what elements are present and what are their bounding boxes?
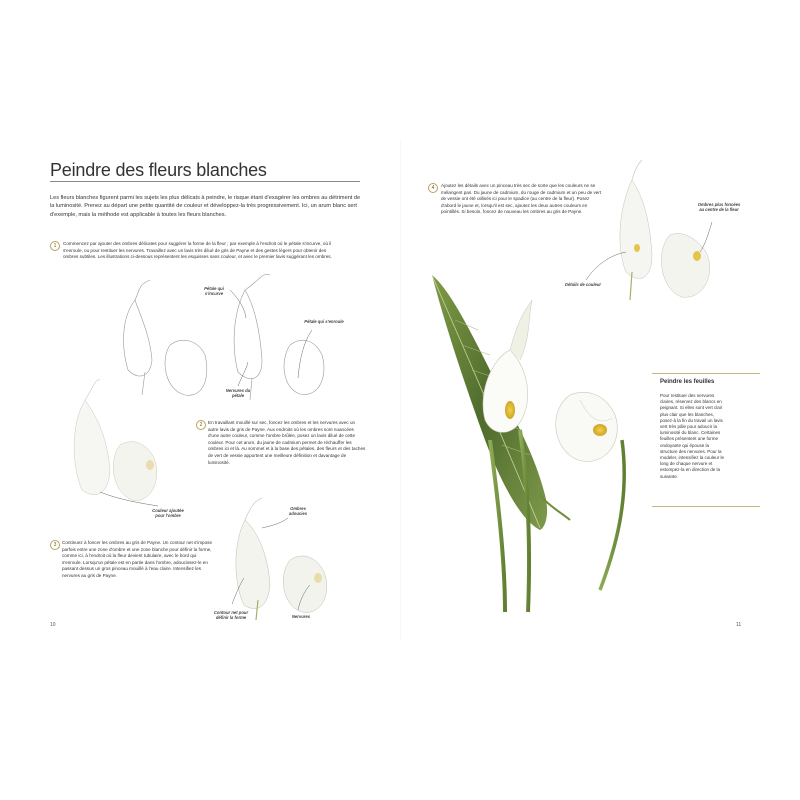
step-2-text: En travaillant mouillé sur sec, foncez les ombres et les nervures avec un autre lavis de gris de Payne. Aux endroits où les ombres sont nuancées d'une autre couleur, comme l'ombre brûlée, posez un lavis dilué de cette couleur. Pour cet arum, du jaune de cadmium permet de réchauffer les ombres ici et là. Au sommet et à la base des pétales, des fleurs et des taches de vert de vessie apportent une meilleure définition et davantage de luminosité. bbox=[208, 420, 366, 465]
sketch-arum-1 bbox=[124, 280, 207, 395]
label-couleur-ombre: Couleur ajoutée pour l'ombre bbox=[152, 508, 184, 519]
label-contour-net: Contour net pour définir la forme bbox=[213, 610, 249, 621]
shaded-arum-step2 bbox=[74, 380, 157, 501]
sidebar-title: Peindre les feuilles bbox=[660, 379, 715, 385]
page-number-right: 11 bbox=[736, 622, 742, 628]
label-petale-enroule: Pétale qui s'enroule bbox=[304, 319, 344, 324]
label-nervures-petale: Nervures du pétale bbox=[225, 388, 251, 399]
sidebar-text: Pour restituer des nervures claires, réservez des blancs en peignant. Si elles sont vert clair plus clair que les blanches, posez-à la fin du travail un lavis vert très pâle pour adoucir la luminosité du blanc. Certaines feuilles présentent une forme ondoyante qui épouse la structure des nervures. Pour la modeler, intensifiez la couleur le long de chaque nervure et estompez-la en direction de la suivante. bbox=[660, 393, 725, 479]
label-ombres-adoucies: Ombres adoucies bbox=[288, 506, 308, 517]
label-petale-incurve: Pétale qui s'incurve bbox=[204, 286, 224, 297]
label-ombres-plus-foncees: Ombres plus foncées au centre de la fleur bbox=[697, 202, 741, 213]
step-3-badge: 3 bbox=[50, 540, 60, 550]
title-divider bbox=[50, 181, 360, 182]
step-1-text: Commencez par ajouter des ombres délicates pour suggérer la forme de la fleur ; par exemple à l'endroit où le pétale s'incurve, où il s'enroule, ou pour restituer les nervures. Travaillez avec un lavis très dilué de gris de Payne et des gestes légers pour obtenir des ombres subtiles. Les illustrations ci-dessous représentent les esquisses sans couleur, et avec le premier lavis suggérant les ombres. bbox=[63, 241, 332, 260]
step-2-badge: 2 bbox=[196, 420, 206, 430]
intro-paragraph: Les fleurs blanches figurent parmi les sujets les plus délicats à peindre, le risque étant d'exagérer les ombres au détriment de la luminosité. Prenez au départ une petite quantité de couleur et développez-la très progressivement. Ici, un arum blanc sert d'exemple, mais la méthode est applicable à toutes les fleurs blanches. bbox=[50, 195, 361, 218]
step-1-badge: 1 bbox=[50, 241, 60, 251]
label-details-couleur: Détails de couleur bbox=[564, 282, 602, 287]
step-4-text: Ajoutez les détails avec un pinceau très sec de sorte que les couleurs ne se mélangent pas. Du jaune de cadmium, du rouge de cadmium et un peu de vert de vessie ont été utilisés ici pour le spadice (au centre de la fleur). Posez d'abord le jaune et, lorsqu'il est sec, ajoutez les deux autres couleurs en pointillés. Si besoin, foncez de nouveau les ombres au gris de Payne. bbox=[441, 183, 602, 215]
sidebar-bottom-rule bbox=[652, 506, 760, 507]
label-nervures: Nervures bbox=[291, 614, 311, 619]
step-3-text: Continuez à foncer les ombres au gris de Payne. Un contour net s'impose parfois entre une zone d'ombre et une zone blanche pour définir la forme, comme ici, à l'endroit où la fleur devient tubulaire, avec le bord qui s'enroule. Lorsqu'un pétale est en partie dans l'ombre, adoucissez-le en passant dessus un gros pinceau mouillé à l'eau claire. Intensifiez les nervures au gris de Payne. bbox=[62, 540, 212, 578]
page-number-left: 10 bbox=[50, 622, 56, 628]
detail-arum-step4 bbox=[620, 160, 710, 300]
page-title: Peindre des fleurs blanches bbox=[50, 160, 267, 180]
arum-painting bbox=[432, 275, 624, 612]
sidebar-top-rule bbox=[652, 373, 760, 374]
step-4-badge: 4 bbox=[428, 183, 438, 193]
sketch-arum-2 bbox=[234, 274, 324, 400]
